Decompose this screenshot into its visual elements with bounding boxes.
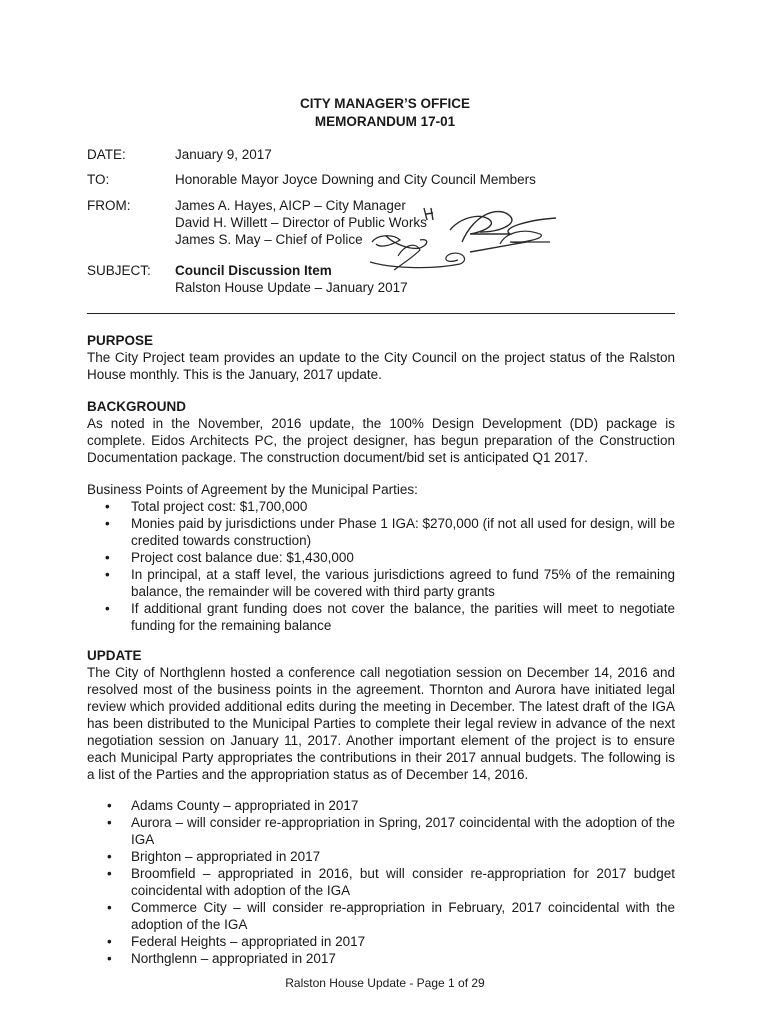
list-item: • Adams County – appropriated in 2017 (107, 798, 359, 813)
list-item: • Brighton – appropriated in 2017 (107, 849, 321, 864)
list-item: • Federal Heights – appropriated in 2017 (107, 934, 366, 949)
from-police-chief: James S. May – Chief of Police (175, 232, 363, 247)
parties-section (87, 797, 675, 967)
bullet-icon: • (107, 815, 112, 830)
business-points-section (87, 481, 675, 634)
list-item: • In principal, at a staff level, the various jurisdictions agreed to fund 75% of the remaining balance, the remainder will be covered with third party grants (105, 567, 675, 599)
list-item: • Northglenn – appropriated in 2017 (107, 951, 336, 966)
purpose-section (87, 332, 675, 383)
from-label: FROM: (87, 198, 131, 213)
signatures-image (350, 198, 580, 278)
purpose-text: The City Project team provides an update to the City Council on the project status of the Ralston House monthly. This is the January, 2017 update. (87, 350, 675, 382)
to-label: TO: (87, 172, 110, 187)
from-city-manager: James A. Hayes, AICP – City Manager (175, 198, 406, 213)
date-label: DATE: (87, 147, 126, 162)
subject-subtitle: Ralston House Update – January 2017 (175, 280, 408, 295)
bullet-icon: • (107, 900, 112, 915)
background-text: As noted in the November, 2016 update, the 100% Design Development (DD) package is complete. Eidos Architects PC, the project designer, has begun preparation of the Construction Documentation package. The construction document/bid set is anticipated Q1 2017. (87, 416, 675, 465)
from-public-works: David H. Willett – Director of Public Works (175, 215, 427, 230)
bullet-icon: • (107, 849, 112, 864)
subject-label: SUBJECT: (87, 263, 151, 278)
bullet-icon: • (105, 516, 110, 531)
bullet-icon: • (107, 866, 112, 881)
subject-title: Council Discussion Item (175, 263, 332, 278)
to-value: Honorable Mayor Joyce Downing and City Council Members (175, 172, 536, 187)
bullet-icon: • (105, 601, 110, 616)
bullet-icon: • (107, 951, 112, 966)
list-item: • Monies paid by jurisdictions under Phase 1 IGA: $270,000 (if not all used for design, will be credited towards construction) (105, 516, 675, 548)
parties-list (87, 797, 675, 967)
purpose-heading: PURPOSE (87, 333, 154, 348)
update-text: The City of Northglenn hosted a conference call negotiation session on December 14, 2016 and resolved most of the business points in the agreement. Thornton and Aurora have initiated legal review which provided additional edits during the meeting in December. The latest draft of the IGA has been distributed to the Municipal Parties to complete their legal review in advance of the next negotiation session on January 11, 2017. Another important element of the project is to ensure each Municipal Party appropriates the contributions in their 2017 annual budgets. The following is a list of the Parties and the appropriation status as of December 14, 2016. (87, 665, 675, 782)
list-item: • Commerce City – will consider re-appropriation in February, 2017 coincidental with the adoption of the IGA (107, 900, 675, 932)
list-item: • Project cost balance due: $1,430,000 (105, 550, 354, 565)
business-points-list (87, 498, 675, 634)
business-points-intro: Business Points of Agreement by the Municipal Parties: (87, 482, 418, 497)
list-item: • If additional grant funding does not cover the balance, the parities will meet to negotiate funding for the remaining balance (105, 601, 675, 633)
office-title: CITY MANAGER’S OFFICE (299, 96, 470, 111)
background-heading: BACKGROUND (87, 399, 186, 414)
bullet-icon: • (105, 550, 110, 565)
list-item: • Broomfield – appropriated in 2016, but will consider re-appropriation for 2017 budget coincidental with adoption of the IGA (107, 866, 675, 898)
bullet-icon: • (105, 499, 110, 514)
bullet-icon: • (107, 798, 112, 813)
update-section (87, 647, 675, 783)
list-item: • Aurora – will consider re-appropriation in Spring, 2017 coincidental with the adoption of the IGA (107, 815, 675, 847)
date-value: January 9, 2017 (175, 147, 272, 162)
header-divider (87, 313, 675, 314)
bullet-icon: • (107, 934, 112, 949)
bullet-icon: • (105, 567, 110, 582)
background-section (87, 398, 675, 466)
memo-number: MEMORANDUM 17-01 (314, 114, 456, 129)
page-footer: Ralston House Update - Page 1 of 29 (285, 976, 485, 990)
list-item: • Total project cost: $1,700,000 (105, 499, 308, 514)
update-heading: UPDATE (87, 648, 142, 663)
